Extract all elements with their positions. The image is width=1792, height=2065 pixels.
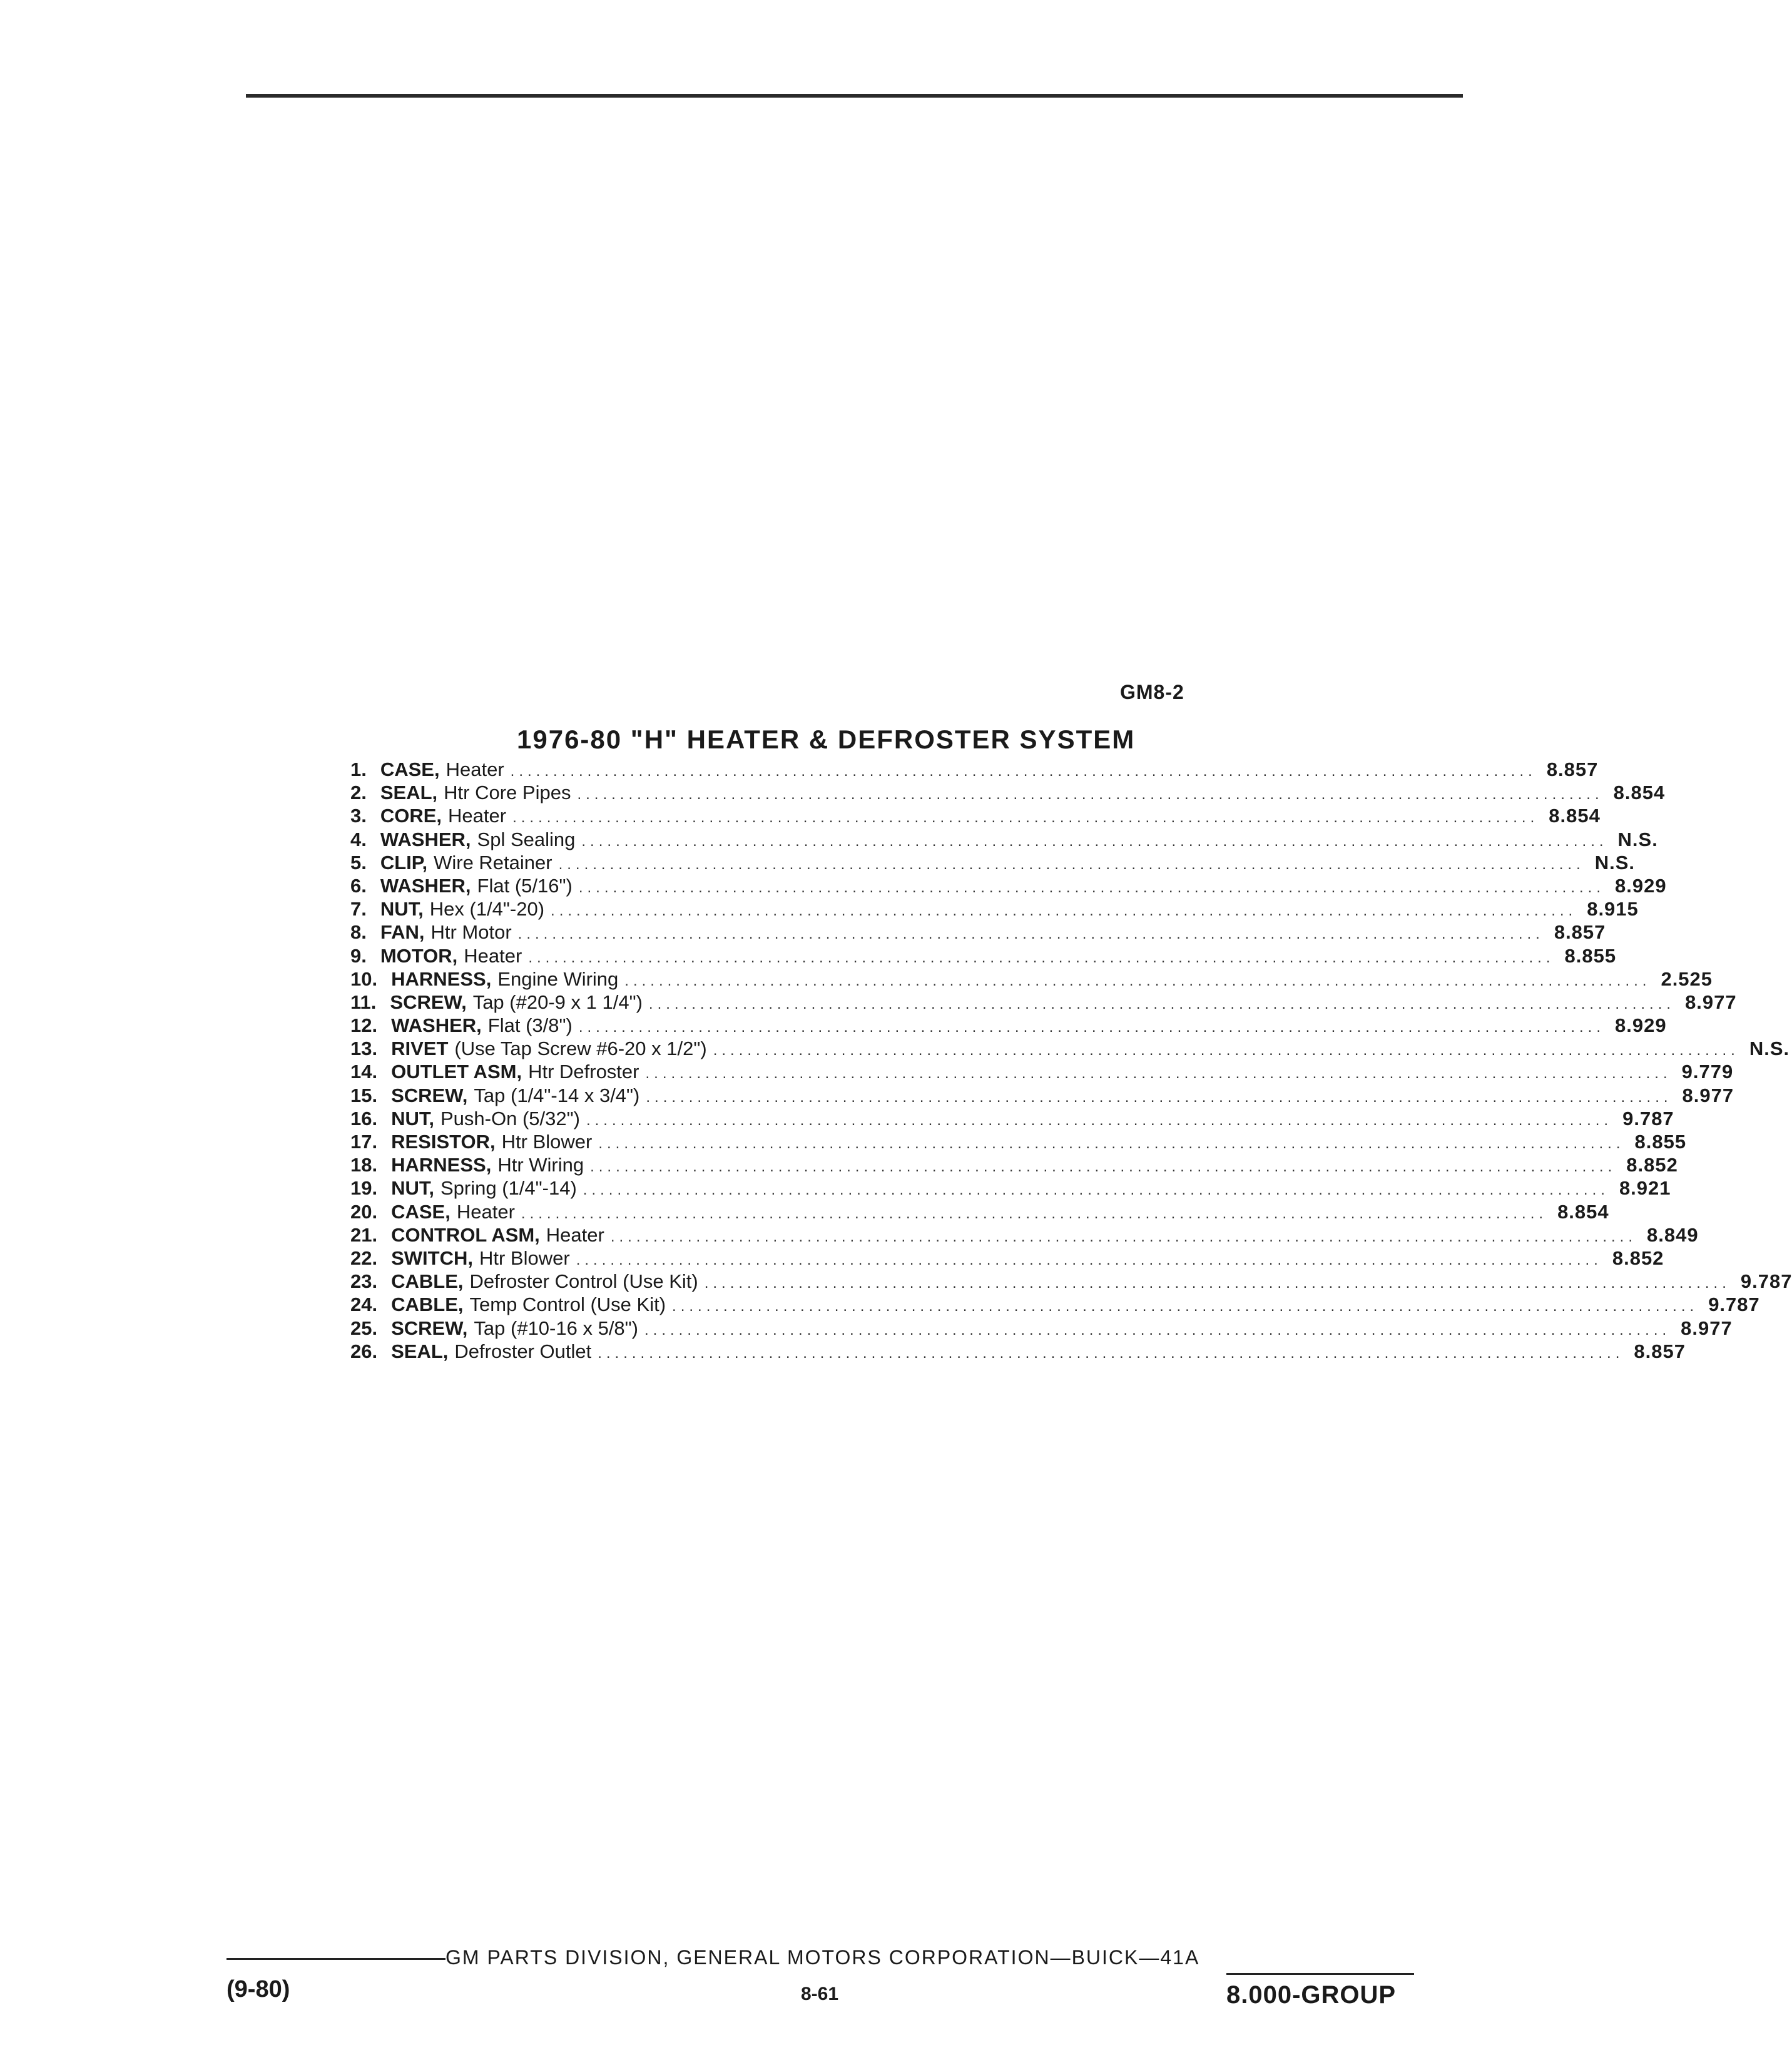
part-name: WASHER, <box>380 828 471 850</box>
part-row <box>350 1340 1686 1364</box>
dot-leader: ........................................................................................................................ <box>704 1275 1731 1292</box>
dot-leader: ........................................................................................................................ <box>590 1158 1617 1176</box>
footer-publisher: GM PARTS DIVISION, GENERAL MOTORS CORPORATION—BUICK—41A <box>445 1946 1200 1969</box>
part-number: 14. <box>350 1061 378 1083</box>
part-number: 26. <box>350 1340 378 1362</box>
part-row <box>350 1014 1667 1038</box>
part-name: CASE, <box>391 1200 451 1223</box>
dot-leader: ........................................................................................................................ <box>577 786 1604 803</box>
part-name: WASHER, <box>391 1014 482 1037</box>
part-number: 17. <box>350 1131 378 1153</box>
dot-leader: ........................................................................................................................ <box>598 1344 1624 1362</box>
part-name: RIVET <box>391 1038 449 1060</box>
part-description: Engine Wiring <box>497 967 619 990</box>
part-name: SCREW, <box>391 1317 468 1339</box>
part-row <box>350 1177 1671 1200</box>
part-description: Tap (#20-9 x 1 1/4") <box>472 991 643 1013</box>
dot-leader: ........................................................................................................................ <box>610 1228 1637 1245</box>
part-description: Defroster Control (Use Kit) <box>469 1270 698 1293</box>
dot-leader: ........................................................................................................................ <box>576 1251 1602 1268</box>
part-row <box>350 1084 1734 1108</box>
part-description: Htr Wiring <box>497 1154 584 1176</box>
part-row <box>350 1200 1609 1224</box>
group-code: 9.779 <box>1681 1061 1734 1083</box>
part-number: 11. <box>350 991 377 1013</box>
group-code: 8.915 <box>1587 898 1639 920</box>
part-description: Tap (#10-16 x 5/8") <box>474 1317 638 1339</box>
part-name: SWITCH, <box>391 1247 473 1269</box>
part-number: 23. <box>350 1270 378 1293</box>
part-row <box>350 1270 1792 1293</box>
part-row <box>350 1247 1664 1270</box>
part-row <box>350 1154 1678 1177</box>
part-row <box>350 1131 1687 1154</box>
part-number: 3. <box>350 805 367 827</box>
part-row <box>350 758 1599 782</box>
dot-leader: ........................................................................................................................ <box>578 879 1605 896</box>
dot-leader: ........................................................................................................................ <box>646 1088 1672 1106</box>
group-code: 8.857 <box>1546 758 1599 780</box>
group-code: 8.852 <box>1626 1154 1678 1176</box>
dot-leader: ........................................................................................................................ <box>672 1298 1699 1315</box>
group-code: 8.977 <box>1681 1317 1733 1339</box>
dot-leader: ........................................................................................................................ <box>645 1065 1672 1083</box>
group-code: 8.854 <box>1613 782 1666 804</box>
group-code: N.S. <box>1594 851 1636 874</box>
dot-leader: ........................................................................................................................ <box>578 1019 1605 1036</box>
part-description: Push-On (5/32") <box>440 1107 580 1129</box>
group-code: 8.855 <box>1634 1131 1687 1153</box>
dot-leader: ........................................................................................................................ <box>558 855 1585 873</box>
part-number: 1. <box>350 758 367 780</box>
part-number: 7. <box>350 898 367 920</box>
part-number: 20. <box>350 1200 378 1223</box>
part-description: Hex (1/4"-20) <box>429 898 545 920</box>
part-row <box>350 1107 1674 1131</box>
section-code: GM8-2 <box>1120 681 1184 703</box>
part-name: CLIP, <box>380 851 428 874</box>
part-description: Htr Motor <box>430 921 512 944</box>
part-row <box>350 967 1713 991</box>
part-description: Tap (1/4"-14 x 3/4") <box>474 1084 640 1106</box>
page-number: 8-61 <box>801 1984 839 2004</box>
part-number: 22. <box>350 1247 378 1269</box>
dot-leader: ........................................................................................................................ <box>598 1135 1625 1152</box>
part-row <box>350 828 1658 852</box>
part-description: Defroster Outlet <box>454 1340 592 1362</box>
part-description: Temp Control (Use Kit) <box>469 1293 666 1316</box>
part-number: 25. <box>350 1317 378 1339</box>
part-row <box>350 1223 1699 1247</box>
group-code: 8.929 <box>1614 874 1667 897</box>
group-code: N.S. <box>1749 1038 1790 1060</box>
part-name: NUT, <box>380 898 424 920</box>
top-rule <box>246 94 1463 98</box>
part-description: Flat (3/8") <box>487 1014 573 1037</box>
part-name: HARNESS, <box>391 967 492 990</box>
dot-leader: ........................................................................................................................ <box>581 832 1608 850</box>
part-number: 10. <box>350 967 378 990</box>
part-row <box>350 1293 1760 1317</box>
part-number: 4. <box>350 828 367 850</box>
group-code: 9.787 <box>1622 1107 1674 1129</box>
part-row <box>350 898 1639 921</box>
part-description: Wire Retainer <box>434 851 552 874</box>
part-description: Htr Blower <box>501 1131 593 1153</box>
group-code: 8.857 <box>1554 921 1606 944</box>
part-number: 5. <box>350 851 367 874</box>
part-name: HARNESS, <box>391 1154 492 1176</box>
part-name: SEAL, <box>380 782 438 804</box>
dot-leader: ........................................................................................................................ <box>713 1042 1739 1059</box>
part-row <box>350 851 1636 875</box>
part-row <box>350 1038 1790 1061</box>
part-number: 13. <box>350 1038 378 1060</box>
part-name: NUT, <box>391 1177 434 1200</box>
dot-leader: ........................................................................................................................ <box>551 902 1577 920</box>
group-code: N.S. <box>1617 828 1658 850</box>
dot-leader: ........................................................................................................................ <box>583 1181 1609 1199</box>
group-code: 8.977 <box>1685 991 1737 1013</box>
part-row <box>350 991 1737 1014</box>
part-name: CASE, <box>380 758 440 780</box>
part-description: (Use Tap Screw #6-20 x 1/2") <box>454 1038 707 1060</box>
part-name: RESISTOR, <box>391 1131 496 1153</box>
part-number: 15. <box>350 1084 378 1106</box>
part-name: NUT, <box>391 1107 434 1129</box>
group-label: 8.000-GROUP <box>1226 1981 1397 2009</box>
group-code: 9.787 <box>1708 1293 1760 1316</box>
revision-date: (9-80) <box>227 1976 290 2002</box>
dot-leader: ........................................................................................................................ <box>517 925 1544 943</box>
part-number: 16. <box>350 1107 378 1129</box>
dot-leader: ........................................................................................................................ <box>521 1205 1548 1222</box>
group-code: 8.854 <box>1549 805 1601 827</box>
footer-rule-right <box>1226 1973 1414 1975</box>
part-description: Heater <box>464 944 522 967</box>
part-name: SCREW, <box>390 991 467 1013</box>
dot-leader: ........................................................................................................................ <box>528 949 1555 966</box>
group-code: 8.921 <box>1619 1177 1671 1200</box>
dot-leader: ........................................................................................................................ <box>648 995 1676 1012</box>
group-code: 8.977 <box>1682 1084 1734 1106</box>
page-title: 1976-80 "H" HEATER & DEFROSTER SYSTEM <box>517 725 1136 754</box>
part-description: Heater <box>448 805 507 827</box>
group-code: 8.929 <box>1615 1014 1667 1037</box>
part-description: Spl Sealing <box>477 828 576 850</box>
part-row <box>350 944 1617 968</box>
dot-leader: ........................................................................................................................ <box>624 972 1651 989</box>
group-code: 8.857 <box>1634 1340 1686 1362</box>
part-row <box>350 921 1606 944</box>
group-code: 2.525 <box>1661 967 1713 990</box>
part-number: 8. <box>350 921 367 944</box>
group-code: 9.787 <box>1740 1270 1792 1293</box>
part-description: Flat (5/16") <box>477 874 573 897</box>
dot-leader: ........................................................................................................................ <box>512 809 1539 827</box>
parts-list <box>350 758 1792 1364</box>
part-number: 24. <box>350 1293 378 1316</box>
part-name: MOTOR, <box>380 944 458 967</box>
part-row <box>350 805 1601 828</box>
part-name: CABLE, <box>391 1293 464 1316</box>
part-number: 2. <box>350 782 367 804</box>
part-row <box>350 782 1666 805</box>
part-name: CONTROL ASM, <box>391 1223 540 1246</box>
part-number: 12. <box>350 1014 378 1037</box>
part-number: 18. <box>350 1154 378 1176</box>
group-code: 8.852 <box>1612 1247 1664 1269</box>
part-description: Spring (1/4"-14) <box>440 1177 577 1200</box>
group-code: 8.855 <box>1564 944 1617 967</box>
dot-leader: ........................................................................................................................ <box>510 763 1537 780</box>
part-description: Htr Blower <box>479 1247 570 1269</box>
part-description: Htr Core Pipes <box>444 782 571 804</box>
part-number: 19. <box>350 1177 378 1200</box>
part-name: FAN, <box>380 921 425 944</box>
part-description: Heater <box>456 1200 515 1223</box>
part-description: Heater <box>546 1223 604 1246</box>
footer-rule-left <box>227 1958 445 1960</box>
part-number: 6. <box>350 874 367 897</box>
group-code: 8.849 <box>1646 1223 1699 1246</box>
part-row <box>350 874 1667 898</box>
part-number: 21. <box>350 1223 378 1246</box>
part-name: CORE, <box>380 805 442 827</box>
part-row <box>350 1317 1733 1340</box>
part-number: 9. <box>350 944 367 967</box>
part-row <box>350 1061 1734 1084</box>
part-name: WASHER, <box>380 874 471 897</box>
part-name: SEAL, <box>391 1340 449 1362</box>
part-name: CABLE, <box>391 1270 464 1293</box>
dot-leader: ........................................................................................................................ <box>586 1111 1613 1129</box>
dot-leader: ........................................................................................................................ <box>644 1321 1671 1338</box>
part-name: SCREW, <box>391 1084 468 1106</box>
part-name: OUTLET ASM, <box>391 1061 522 1083</box>
part-description: Htr Defroster <box>528 1061 639 1083</box>
part-description: Heater <box>445 758 504 780</box>
group-code: 8.854 <box>1557 1200 1609 1223</box>
